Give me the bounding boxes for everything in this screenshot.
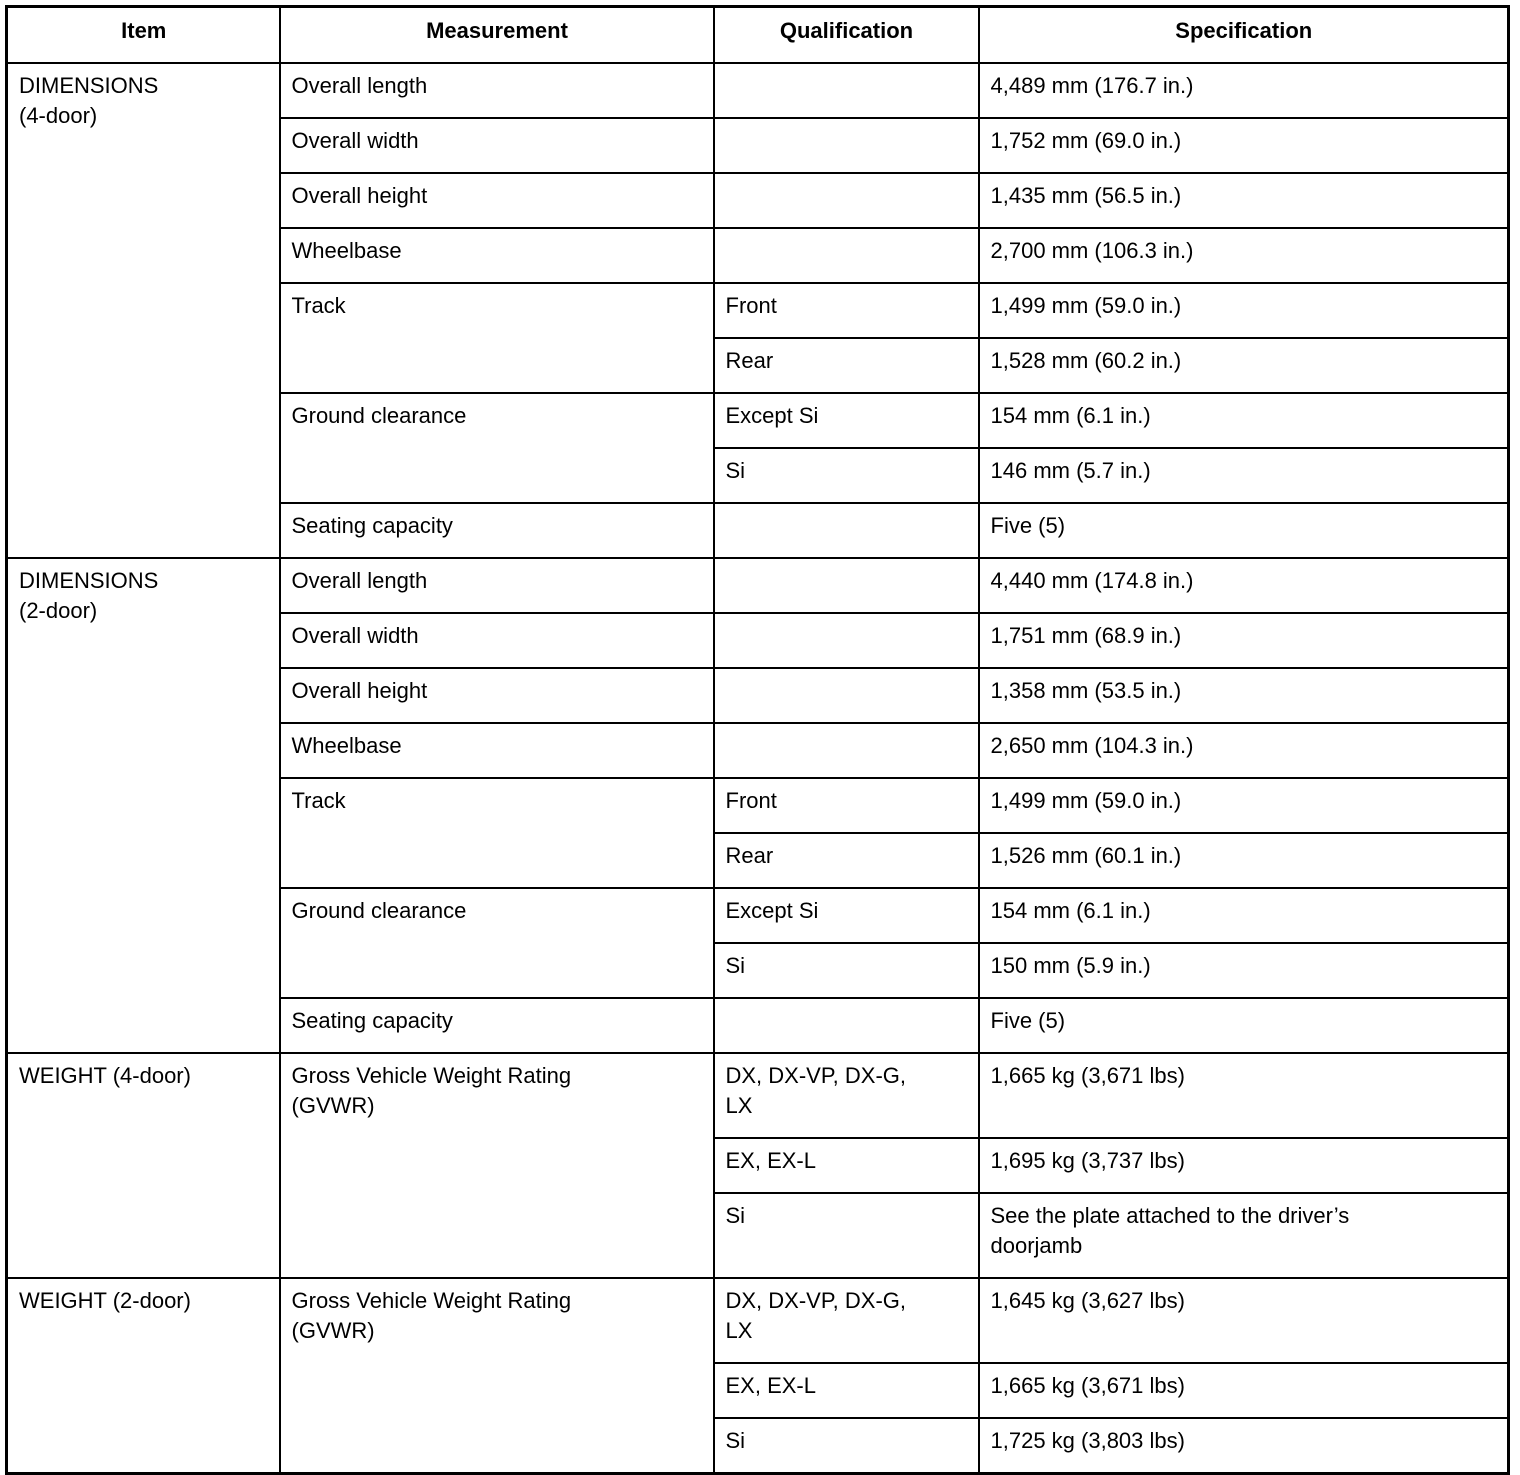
- qualification-cell: Si: [714, 943, 979, 998]
- specification-cell: 1,665 kg (3,671 lbs): [979, 1363, 1509, 1418]
- specification-cell: 1,358 mm (53.5 in.): [979, 668, 1509, 723]
- qualification-cell: Front: [714, 778, 979, 833]
- header-qualification: Qualification: [714, 7, 979, 64]
- qualification-cell: Rear: [714, 833, 979, 888]
- measurement-cell: Overall length: [280, 63, 714, 118]
- specification-cell: 146 mm (5.7 in.): [979, 448, 1509, 503]
- measurement-cell: Wheelbase: [280, 228, 714, 283]
- qualification-cell: [714, 558, 979, 613]
- specification-cell: 154 mm (6.1 in.): [979, 888, 1509, 943]
- specifications-table: [5, 5, 1510, 1475]
- measurement-cell: Gross Vehicle Weight Rating (GVWR): [280, 1278, 714, 1474]
- specification-cell: 1,526 mm (60.1 in.): [979, 833, 1509, 888]
- measurement-cell: Ground clearance: [280, 393, 714, 503]
- specification-cell: 150 mm (5.9 in.): [979, 943, 1509, 998]
- header-measurement: Measurement: [280, 7, 714, 64]
- qualification-cell: DX, DX-VP, DX-G, LX: [714, 1278, 979, 1363]
- specification-cell: Five (5): [979, 998, 1509, 1053]
- qualification-cell: EX, EX-L: [714, 1363, 979, 1418]
- measurement-cell: Overall height: [280, 668, 714, 723]
- specification-cell: 1,499 mm (59.0 in.): [979, 778, 1509, 833]
- table-row: [7, 558, 1509, 613]
- measurement-cell: Track: [280, 778, 714, 888]
- table-row: [7, 1053, 1509, 1138]
- measurement-cell: Gross Vehicle Weight Rating (GVWR): [280, 1053, 714, 1278]
- measurement-cell: Track: [280, 283, 714, 393]
- measurement-cell: Overall length: [280, 558, 714, 613]
- measurement-cell: Wheelbase: [280, 723, 714, 778]
- specification-cell: 2,700 mm (106.3 in.): [979, 228, 1509, 283]
- qualification-cell: [714, 613, 979, 668]
- qualification-cell: Except Si: [714, 393, 979, 448]
- measurement-cell: Seating capacity: [280, 998, 714, 1053]
- table-row: [7, 63, 1509, 118]
- header-row: [7, 7, 1509, 64]
- specification-cell: See the plate attached to the driver’s doorjamb: [979, 1193, 1509, 1278]
- specification-cell: 2,650 mm (104.3 in.): [979, 723, 1509, 778]
- qualification-cell: [714, 173, 979, 228]
- specification-cell: 4,440 mm (174.8 in.): [979, 558, 1509, 613]
- specification-cell: 1,665 kg (3,671 lbs): [979, 1053, 1509, 1138]
- specification-cell: 1,725 kg (3,803 lbs): [979, 1418, 1509, 1474]
- specification-cell: 1,435 mm (56.5 in.): [979, 173, 1509, 228]
- item-cell-dimensions-4-door: DIMENSIONS (4-door): [7, 63, 280, 558]
- item-cell-weight-2-door: WEIGHT (2-door): [7, 1278, 280, 1474]
- qualification-cell: [714, 998, 979, 1053]
- qualification-cell: Si: [714, 1193, 979, 1278]
- specification-cell: 1,499 mm (59.0 in.): [979, 283, 1509, 338]
- item-cell-weight-4-door: WEIGHT (4-door): [7, 1053, 280, 1278]
- specification-cell: 1,751 mm (68.9 in.): [979, 613, 1509, 668]
- qualification-cell: DX, DX-VP, DX-G, LX: [714, 1053, 979, 1138]
- qualification-cell: [714, 118, 979, 173]
- specification-cell: 1,645 kg (3,627 lbs): [979, 1278, 1509, 1363]
- specification-cell: 1,695 kg (3,737 lbs): [979, 1138, 1509, 1193]
- measurement-cell: Seating capacity: [280, 503, 714, 558]
- specification-cell: 1,528 mm (60.2 in.): [979, 338, 1509, 393]
- header-item: Item: [7, 7, 280, 64]
- qualification-cell: [714, 723, 979, 778]
- measurement-cell: Overall width: [280, 613, 714, 668]
- qualification-cell: [714, 503, 979, 558]
- qualification-cell: Rear: [714, 338, 979, 393]
- specification-cell: 4,489 mm (176.7 in.): [979, 63, 1509, 118]
- qualification-cell: EX, EX-L: [714, 1138, 979, 1193]
- specification-cell: 1,752 mm (69.0 in.): [979, 118, 1509, 173]
- qualification-cell: [714, 668, 979, 723]
- specification-cell: Five (5): [979, 503, 1509, 558]
- measurement-cell: Overall width: [280, 118, 714, 173]
- qualification-cell: [714, 63, 979, 118]
- specification-cell: 154 mm (6.1 in.): [979, 393, 1509, 448]
- item-cell-dimensions-2-door: DIMENSIONS (2-door): [7, 558, 280, 1053]
- table-row: [7, 1278, 1509, 1363]
- header-specification: Specification: [979, 7, 1509, 64]
- qualification-cell: Si: [714, 448, 979, 503]
- measurement-cell: Ground clearance: [280, 888, 714, 998]
- qualification-cell: [714, 228, 979, 283]
- measurement-cell: Overall height: [280, 173, 714, 228]
- qualification-cell: Si: [714, 1418, 979, 1474]
- qualification-cell: Except Si: [714, 888, 979, 943]
- qualification-cell: Front: [714, 283, 979, 338]
